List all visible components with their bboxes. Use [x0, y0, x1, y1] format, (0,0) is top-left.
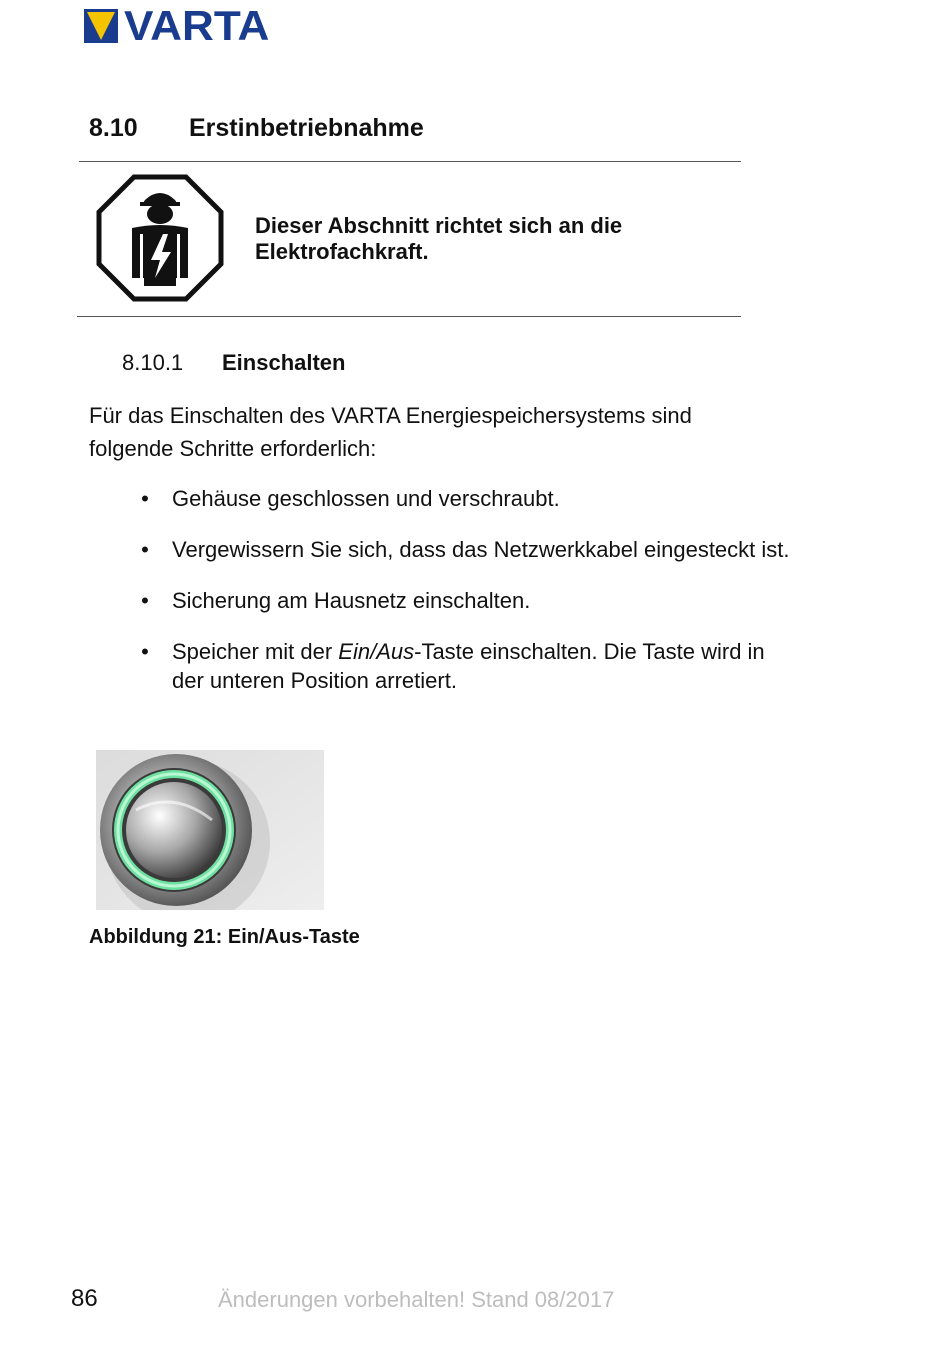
bullet-marker: •: [141, 639, 149, 664]
divider-bottom: [77, 316, 741, 317]
figure-caption: Abbildung 21: Ein/Aus-Taste: [89, 926, 360, 948]
logo-wordmark: VARTA: [124, 2, 270, 49]
list-item-text-after: -Taste einschalten. Die Taste wird in der unteren Position arretiert.: [172, 639, 765, 693]
steps-list: [138, 484, 798, 695]
subsection-title: Einschalten: [222, 350, 346, 375]
bullet-marker: •: [141, 486, 149, 511]
divider-top: [79, 161, 741, 162]
list-item: [138, 586, 798, 615]
list-item: [138, 637, 798, 695]
list-item: [138, 484, 798, 513]
section-title: Erstinbetriebnahme: [189, 114, 424, 142]
list-item-text: Vergewissern Sie sich, dass das Netzwerkkabel eingesteckt ist.: [172, 537, 790, 562]
varta-logo: [84, 2, 270, 49]
notice-text: Dieser Abschnitt richtet sich an die Elektrofachkraft.: [255, 213, 623, 264]
section-number: 8.10: [89, 114, 138, 142]
bullet-marker: •: [141, 537, 149, 562]
intro-paragraph: Für das Einschalten des VARTA Energiespeichersystems sind folgende Schritte erforderlich:: [89, 403, 692, 461]
subsection-number: 8.10.1: [122, 350, 184, 375]
list-item: [138, 535, 798, 564]
list-item-text: [172, 639, 765, 693]
varta-triangle-icon: [84, 9, 118, 43]
list-item-text: Gehäuse geschlossen und verschraubt.: [172, 486, 560, 511]
power-button-photo: [96, 750, 324, 910]
bullet-marker: •: [141, 588, 149, 613]
footer-note: Änderungen vorbehalten! Stand 08/2017: [218, 1287, 615, 1312]
list-item-text-before: Speicher mit der: [172, 639, 339, 664]
electrician-warning-icon: [96, 174, 224, 302]
page-number: 86: [71, 1285, 98, 1312]
button-name-emphasis: Ein/Aus: [338, 639, 415, 664]
list-item-text: Sicherung am Hausnetz einschalten.: [172, 588, 531, 613]
